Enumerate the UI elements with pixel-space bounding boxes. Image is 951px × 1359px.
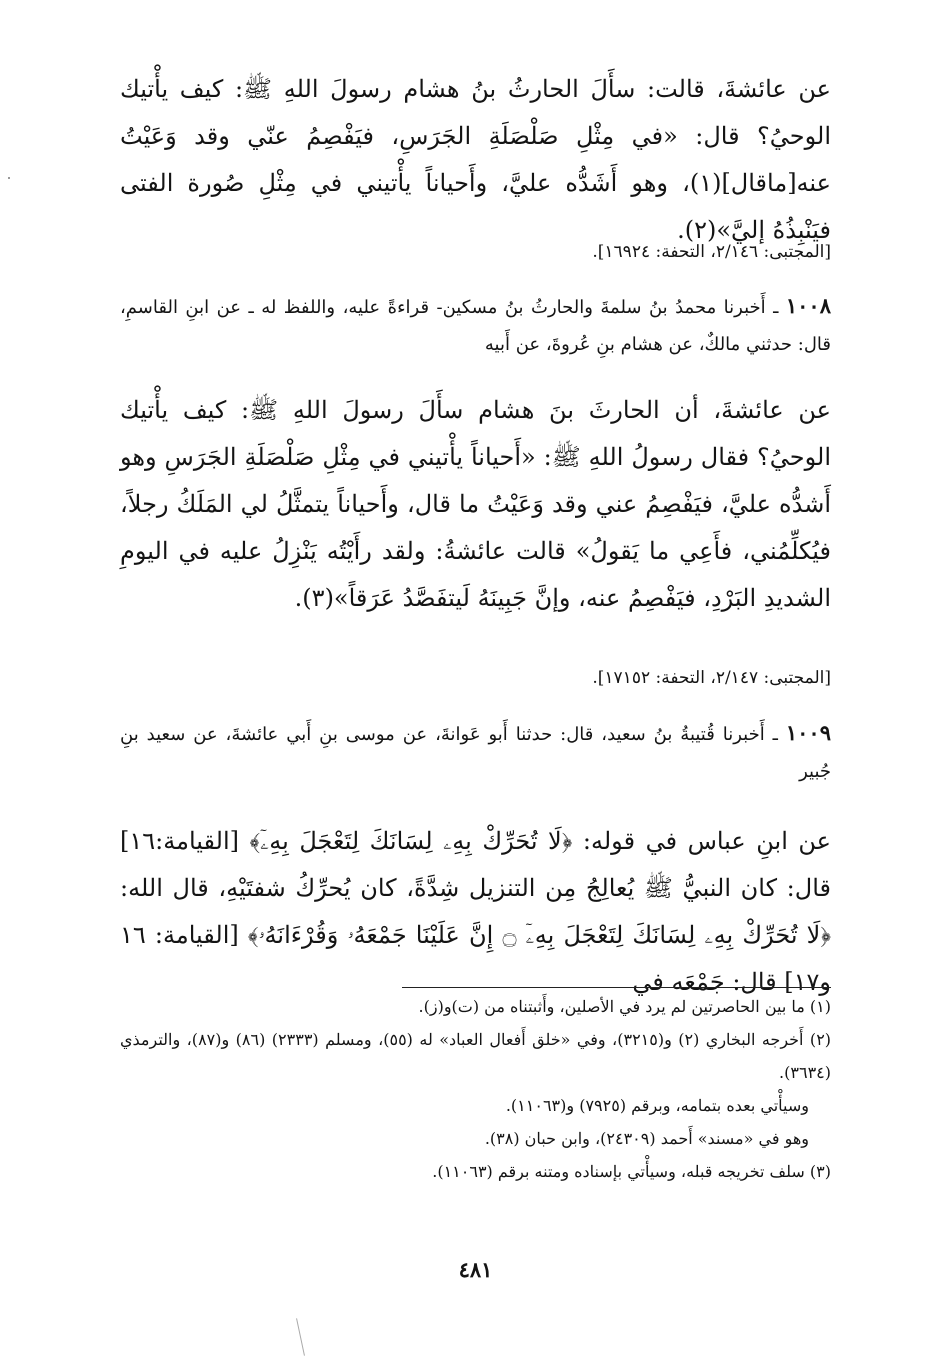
hadith-number: ١٠٠٩ bbox=[785, 720, 831, 745]
hadith-1009-isnad bbox=[120, 714, 831, 790]
hadith-matn-1: عن عائشةَ، قالت: سأَلَ الحارثُ بنُ هشام رسولَ اللهِ ﷺ: كيف يأْتيك الوحيُ؟ قال: «في مِثْلِ صَلْصَلَةِ الجَرَسِ، فيَفْصِمُ عنّي وقد وَعَيْتُ عنه[ماقال](١)، وهو أَشَدُّه عليَّ، وأَحياناً يأْتيني في مِثْلِ صُورة الفتى فيَنْبِذُهُ إليَّ»(٢). bbox=[120, 75, 831, 244]
scan-artifact bbox=[296, 1318, 305, 1355]
margin-dot bbox=[8, 177, 10, 179]
hadith-1008-isnad bbox=[120, 287, 831, 363]
footnote-2-cont-a: وسيأْتي بعده بتمامه، وبرقم (٧٩٢٥) و(١١٠٦٣). bbox=[505, 1096, 809, 1115]
hadith-matn-3: عن ابنِ عباس في قوله: ﴿لَا تُحَرِّكْ بِهِۦ لِسَانَكَ لِتَعْجَلَ بِهِۦٓ﴾ [القيامة:١٦] قال: كان النبيُّ ﷺ يُعالِجُ مِن التنزيل شِدَّةً، كان يُحرِّكُ شفتَيْهِ، قال الله: ﴿لَا تُحَرِّكْ بِهِۦ لِسَانَكَ لِتَعْجَلَ بِهِۦٓ ۝ إِنَّ عَلَيْنَا جَمْعَهُۥ وَقُرْءَانَهُۥ﴾ [القيامة: ١٦ و١٧] قال: جَمْعَه في bbox=[120, 827, 831, 996]
footnote-3: (٣) سلف تخريجه قبله، وسيأْتي بإسناده ومتنه برقم (١١٠٦٣). bbox=[432, 1162, 831, 1181]
source-reference-1: [المجتبى: ٢/١٤٦، التحفة: ١٦٩٢٤]. bbox=[592, 242, 831, 262]
footnotes bbox=[120, 990, 831, 1188]
isnad-text: ـ أَخبرنا محمدُ بنُ سلمةَ والحارثُ بنُ مسكين- قراءةً عليه، واللفظ له ـ عن ابنِ القاسمِ، قال: حدثني مالكٌ، عن هشام بنِ عُروةَ، عن أَبيه bbox=[120, 297, 831, 355]
isnad-text: ـ أَخبرنا قُتيبةُ بنُ سعيد، قال: حدثنا أَبو عَوانةَ، عن موسى بنِ أَبي عائشةَ، عن سعيد بنِ جُبير bbox=[120, 724, 831, 782]
footnote-2-cont-b: وهو في «مسند» أَحمد (٢٤٣٠٩)، وابن حبان (٣٨). bbox=[484, 1129, 809, 1148]
source-reference-2: [المجتبى: ٢/١٤٧، التحفة: ١٧١٥٢]. bbox=[592, 668, 831, 688]
footnote-separator bbox=[402, 987, 831, 988]
footnote-1: (١) ما بين الحاصرتين لم يرد في الأصلين، وأَثبتناه من (ت)و(ز). bbox=[418, 997, 831, 1016]
hadith-matn-2: عن عائشةَ، أن الحارثَ بنَ هشام سأَلَ رسولَ اللهِ ﷺ: كيف يأْتيك الوحيُ؟ فقال رسولُ اللهِ ﷺ: «أَحياناً يأْتيني في مِثْلِ صَلْصَلَةِ الجَرَسِ وهو أَشدُّه عليَّ، فيَفْصِمُ عني وقد وَعَيْتُ ما قال، وأَحياناً يتمثَّلُ لي المَلَكُ رجلاً، فيُكلِّمُني، فأَعِي ما يَقولُ» قالت عائشةُ: ولقد رأَيْتُه يَنْزِلُ عليه في اليومِ الشديدِ البَرْدِ، فيَفْصِمُ عنه، وإنَّ جَبِينَهُ لَيتفَصَّدُ عَرَقاً»(٣). bbox=[120, 396, 831, 612]
page-number: ٤٨١ bbox=[458, 1257, 493, 1282]
footnote-2: (٢) أَخرجه البخاري (٢) و(٣٢١٥)، وفي «خلق أَفعال العباد» له (٥٥)، ومسلم (٢٣٣٣) (٨٦) و(٨٧)، والترمذي (٣٦٣٤). bbox=[120, 1030, 832, 1082]
hadith-number: ١٠٠٨ bbox=[785, 293, 831, 318]
